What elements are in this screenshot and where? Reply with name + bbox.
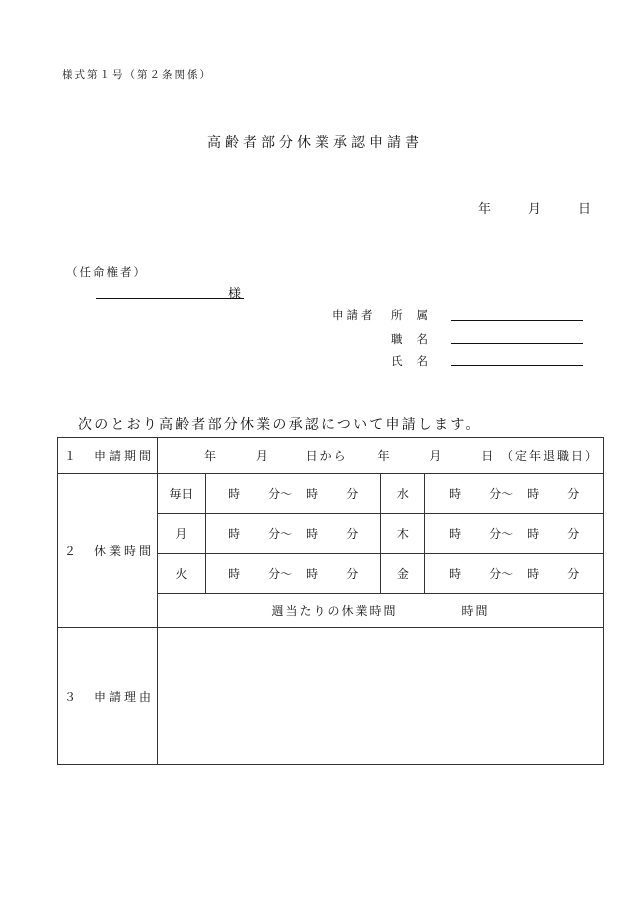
day-label-mon: 月 <box>157 514 205 554</box>
affiliation-label: 所属 <box>391 308 442 322</box>
hour-label: 時 <box>449 527 462 541</box>
day-label-tue: 火 <box>157 554 205 594</box>
name-field[interactable] <box>451 365 583 366</box>
hour-label: 時 <box>306 487 319 501</box>
hour-label: 時 <box>306 527 319 541</box>
tilde-label: ～ <box>501 527 514 541</box>
intro-text: 次のとおり高齢者部分休業の承認について申請します。 <box>78 417 482 433</box>
addressee-suffix: 様 <box>228 287 242 302</box>
leave-hours-row <box>58 474 604 514</box>
weekly-hours-unit: 時間 <box>461 604 490 618</box>
application-period-row <box>58 438 604 474</box>
application-reason-label: ３ 申請理由 <box>58 628 158 765</box>
period-year2-label: 年 <box>377 449 390 463</box>
retirement-date-note: （定年退職日） <box>501 449 600 463</box>
minute-label: 分 <box>567 567 580 581</box>
hour-label: 時 <box>527 567 540 581</box>
application-reason-field[interactable] <box>157 628 603 765</box>
applicant-label: 申請者 <box>332 308 376 322</box>
minute-label: 分 <box>489 527 502 541</box>
minute-label: 分 <box>346 487 359 501</box>
application-table <box>57 437 604 765</box>
period-from-label: 日から <box>305 449 348 463</box>
hour-label: 時 <box>306 567 319 581</box>
period-month2-label: 月 <box>429 449 442 463</box>
name-label: 氏名 <box>391 354 442 368</box>
form-number: 様式第１号（第２条関係） <box>62 69 212 81</box>
date-day-label: 日 <box>578 202 592 217</box>
hour-label: 時 <box>449 567 462 581</box>
date-year-label: 年 <box>478 202 492 217</box>
tilde-label: ～ <box>280 487 293 501</box>
hour-label: 時 <box>527 527 540 541</box>
minute-label: 分 <box>489 487 502 501</box>
time-range-field[interactable] <box>425 474 604 514</box>
tilde-label: ～ <box>501 487 514 501</box>
weekly-hours-field[interactable] <box>157 594 603 628</box>
minute-label: 分 <box>346 567 359 581</box>
day-label-daily: 毎日 <box>157 474 205 514</box>
time-range-field[interactable] <box>205 474 381 514</box>
period-year-label: 年 <box>203 449 216 463</box>
hour-label: 時 <box>527 487 540 501</box>
day-label-thu: 木 <box>381 514 425 554</box>
day-label-wed: 水 <box>381 474 425 514</box>
minute-label: 分 <box>567 527 580 541</box>
addressee-field[interactable] <box>96 298 244 299</box>
application-period-field[interactable] <box>157 438 603 474</box>
minute-label: 分 <box>489 567 502 581</box>
time-range-field[interactable] <box>205 514 381 554</box>
page-title: 高齢者部分休業承認申請書 <box>207 135 423 151</box>
hour-label: 時 <box>228 527 241 541</box>
tilde-label: ～ <box>280 567 293 581</box>
minute-label: 分 <box>268 487 281 501</box>
time-range-field[interactable] <box>425 514 604 554</box>
job-title-label: 職名 <box>391 332 442 346</box>
application-reason-row <box>58 628 604 765</box>
minute-label: 分 <box>346 527 359 541</box>
hour-label: 時 <box>228 567 241 581</box>
day-label-fri: 金 <box>381 554 425 594</box>
minute-label: 分 <box>268 567 281 581</box>
application-period-label: １ 申請期間 <box>58 438 158 474</box>
leave-hours-label: ２ 休業時間 <box>58 474 158 628</box>
hour-label: 時 <box>228 487 241 501</box>
period-month-label: 月 <box>255 449 268 463</box>
period-day2-label: 日 <box>481 449 494 463</box>
hour-label: 時 <box>449 487 462 501</box>
weekly-hours-label: 週当たりの休業時間 <box>271 604 398 618</box>
job-title-field[interactable] <box>451 343 583 344</box>
tilde-label: ～ <box>280 527 293 541</box>
date-month-label: 月 <box>528 202 542 217</box>
tilde-label: ～ <box>501 567 514 581</box>
time-range-field[interactable] <box>425 554 604 594</box>
time-range-field[interactable] <box>205 554 381 594</box>
affiliation-field[interactable] <box>451 320 583 321</box>
minute-label: 分 <box>567 487 580 501</box>
minute-label: 分 <box>268 527 281 541</box>
appointing-authority-label: （任命権者） <box>66 265 147 279</box>
